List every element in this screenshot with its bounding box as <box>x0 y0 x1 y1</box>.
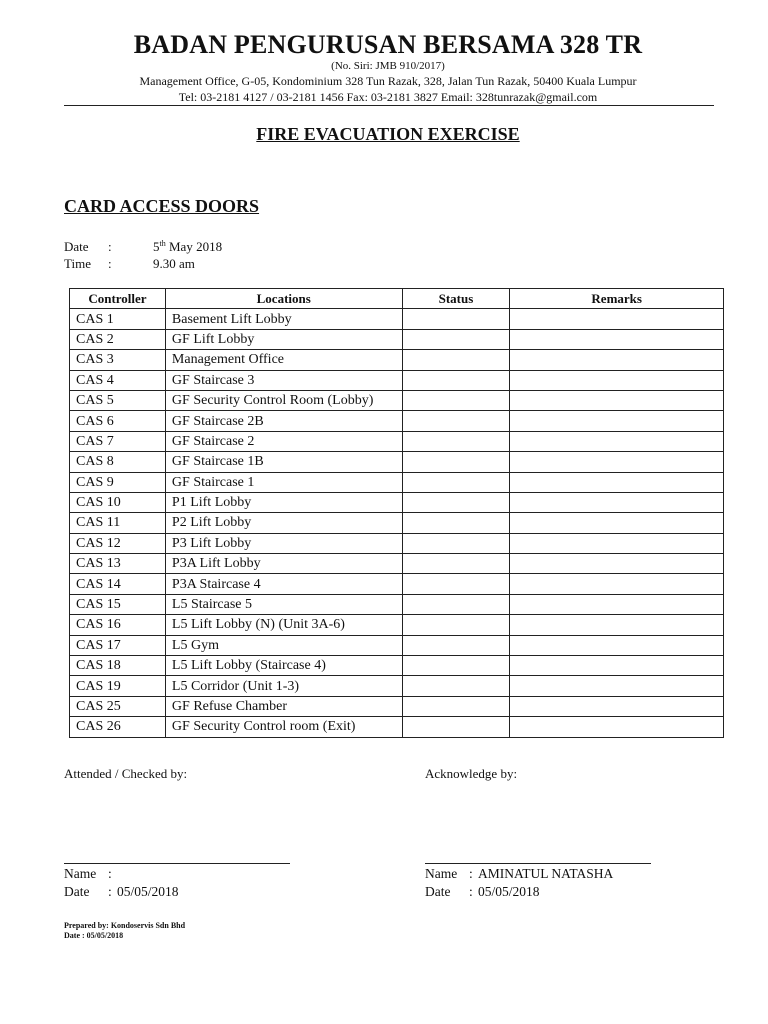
controller-cell: CAS 26 <box>70 717 166 737</box>
date-value: 05/05/2018 <box>478 884 540 899</box>
date-day: 5 <box>153 239 160 254</box>
status-cell <box>402 329 510 349</box>
controller-cell: CAS 8 <box>70 452 166 472</box>
remarks-cell <box>510 615 724 635</box>
location-cell: P1 Lift Lobby <box>165 492 402 512</box>
table-row <box>70 533 724 553</box>
location-cell: GF Staircase 2 <box>165 431 402 451</box>
controller-cell: CAS 7 <box>70 431 166 451</box>
location-cell: GF Staircase 3 <box>165 370 402 390</box>
date-colon: : <box>108 239 112 254</box>
status-cell <box>402 370 510 390</box>
table-row <box>70 370 724 390</box>
location-cell: P3 Lift Lobby <box>165 533 402 553</box>
status-cell <box>402 513 510 533</box>
table-row <box>70 492 724 512</box>
controller-cell: CAS 12 <box>70 533 166 553</box>
remarks-cell <box>510 656 724 676</box>
acknowledge-signature-line <box>425 863 651 864</box>
table-row <box>70 309 724 329</box>
table-row <box>70 431 724 451</box>
remarks-cell <box>510 574 724 594</box>
status-cell <box>402 717 510 737</box>
office-address: Management Office, G-05, Kondominium 328 Tun Razak, 328, Jalan Tun Razak, 50400 Kuala Lumpur <box>139 74 637 88</box>
column-header-status: Status <box>402 289 510 309</box>
date-rest: May 2018 <box>165 239 223 254</box>
table-row <box>70 676 724 696</box>
controller-cell: CAS 17 <box>70 635 166 655</box>
table-row <box>70 656 724 676</box>
remarks-cell <box>510 370 724 390</box>
controller-cell: CAS 9 <box>70 472 166 492</box>
status-cell <box>402 390 510 410</box>
location-cell: GF Security Control room (Exit) <box>165 717 402 737</box>
location-cell: L5 Staircase 5 <box>165 594 402 614</box>
acknowledge-by-label: Acknowledge by: <box>425 766 518 781</box>
column-header-remarks: Remarks <box>510 289 724 309</box>
table-row <box>70 554 724 574</box>
remarks-cell <box>510 554 724 574</box>
name-label: Name <box>64 866 97 881</box>
remarks-cell <box>510 635 724 655</box>
date-value: 05/05/2018 <box>117 884 179 899</box>
location-cell: GF Lift Lobby <box>165 329 402 349</box>
controller-cell: CAS 3 <box>70 350 166 370</box>
name-colon: : <box>108 866 112 881</box>
time-colon: : <box>108 256 112 271</box>
remarks-cell <box>510 472 724 492</box>
header-divider <box>64 105 714 106</box>
location-cell: Basement Lift Lobby <box>165 309 402 329</box>
status-cell <box>402 452 510 472</box>
controller-cell: CAS 13 <box>70 554 166 574</box>
date-label: Date <box>64 239 89 254</box>
location-cell: GF Security Control Room (Lobby) <box>165 390 402 410</box>
remarks-cell <box>510 431 724 451</box>
status-cell <box>402 533 510 553</box>
controller-cell: CAS 6 <box>70 411 166 431</box>
status-cell <box>402 350 510 370</box>
status-cell <box>402 615 510 635</box>
table-row <box>70 574 724 594</box>
document-title: FIRE EVACUATION EXERCISE <box>256 124 520 144</box>
remarks-cell <box>510 309 724 329</box>
status-cell <box>402 676 510 696</box>
controller-cell: CAS 2 <box>70 329 166 349</box>
table-row <box>70 390 724 410</box>
table-row <box>70 635 724 655</box>
location-cell: P3A Lift Lobby <box>165 554 402 574</box>
table-row <box>70 350 724 370</box>
checked-by-label: Attended / Checked by: <box>64 766 188 781</box>
registration-number: (No. Siri: JMB 910/2017) <box>331 60 445 72</box>
time-label: Time <box>64 256 91 271</box>
remarks-cell <box>510 513 724 533</box>
remarks-cell <box>510 329 724 349</box>
status-cell <box>402 594 510 614</box>
location-cell: L5 Lift Lobby (Staircase 4) <box>165 656 402 676</box>
date-colon: : <box>469 884 473 899</box>
checked-by-signature-line <box>64 863 290 864</box>
remarks-cell <box>510 390 724 410</box>
location-cell: GF Refuse Chamber <box>165 696 402 716</box>
remarks-cell <box>510 492 724 512</box>
location-cell: P3A Staircase 4 <box>165 574 402 594</box>
status-cell <box>402 431 510 451</box>
controller-cell: CAS 14 <box>70 574 166 594</box>
prepared-by-note: Prepared by: Kondoservis Sdn Bhd <box>64 921 186 930</box>
contact-details: Tel: 03-2181 4127 / 03-2181 1456 Fax: 03-2181 3827 Email: 328tunrazak@gmail.com <box>178 90 598 104</box>
status-cell <box>402 696 510 716</box>
name-label: Name <box>425 866 458 881</box>
location-cell: P2 Lift Lobby <box>165 513 402 533</box>
status-cell <box>402 411 510 431</box>
controller-cell: CAS 11 <box>70 513 166 533</box>
organization-name: BADAN PENGURUSAN BERSAMA 328 TR <box>133 30 643 59</box>
controller-cell: CAS 10 <box>70 492 166 512</box>
controller-cell: CAS 4 <box>70 370 166 390</box>
table-row <box>70 594 724 614</box>
location-cell: L5 Lift Lobby (N) (Unit 3A-6) <box>165 615 402 635</box>
status-cell <box>402 656 510 676</box>
remarks-cell <box>510 594 724 614</box>
column-header-controller: Controller <box>70 289 166 309</box>
remarks-cell <box>510 350 724 370</box>
date-label: Date <box>425 884 451 899</box>
controller-cell: CAS 5 <box>70 390 166 410</box>
table-header-row <box>70 289 724 309</box>
table-row <box>70 717 724 737</box>
remarks-cell <box>510 411 724 431</box>
controller-cell: CAS 1 <box>70 309 166 329</box>
remarks-cell <box>510 452 724 472</box>
status-cell <box>402 472 510 492</box>
remarks-cell <box>510 533 724 553</box>
location-cell: Management Office <box>165 350 402 370</box>
status-cell <box>402 574 510 594</box>
controller-cell: CAS 18 <box>70 656 166 676</box>
location-cell: L5 Gym <box>165 635 402 655</box>
date-label: Date <box>64 884 90 899</box>
location-cell: GF Staircase 1 <box>165 472 402 492</box>
status-cell <box>402 309 510 329</box>
status-cell <box>402 635 510 655</box>
name-colon: : <box>469 866 473 881</box>
location-cell: L5 Corridor (Unit 1-3) <box>165 676 402 696</box>
table-row <box>70 472 724 492</box>
controller-cell: CAS 25 <box>70 696 166 716</box>
column-header-locations: Locations <box>165 289 402 309</box>
status-cell <box>402 554 510 574</box>
controller-cell: CAS 16 <box>70 615 166 635</box>
table-body <box>70 309 724 737</box>
prepared-date-note: Date : 05/05/2018 <box>64 931 124 940</box>
table-row <box>70 452 724 472</box>
date-suffix: th <box>159 239 166 248</box>
name-value: AMINATUL NATASHA <box>478 866 614 881</box>
table-row <box>70 411 724 431</box>
controller-cell: CAS 19 <box>70 676 166 696</box>
remarks-cell <box>510 676 724 696</box>
controller-cell: CAS 15 <box>70 594 166 614</box>
location-cell: GF Staircase 1B <box>165 452 402 472</box>
remarks-cell <box>510 696 724 716</box>
section-title: CARD ACCESS DOORS <box>64 196 260 216</box>
remarks-cell <box>510 717 724 737</box>
table-row <box>70 696 724 716</box>
status-cell <box>402 492 510 512</box>
date-colon: : <box>108 884 112 899</box>
date-value <box>153 239 222 255</box>
table-row <box>70 615 724 635</box>
location-cell: GF Staircase 2B <box>165 411 402 431</box>
table-row <box>70 513 724 533</box>
time-value: 9.30 am <box>153 256 195 271</box>
card-access-table <box>69 288 724 738</box>
table-row <box>70 329 724 349</box>
